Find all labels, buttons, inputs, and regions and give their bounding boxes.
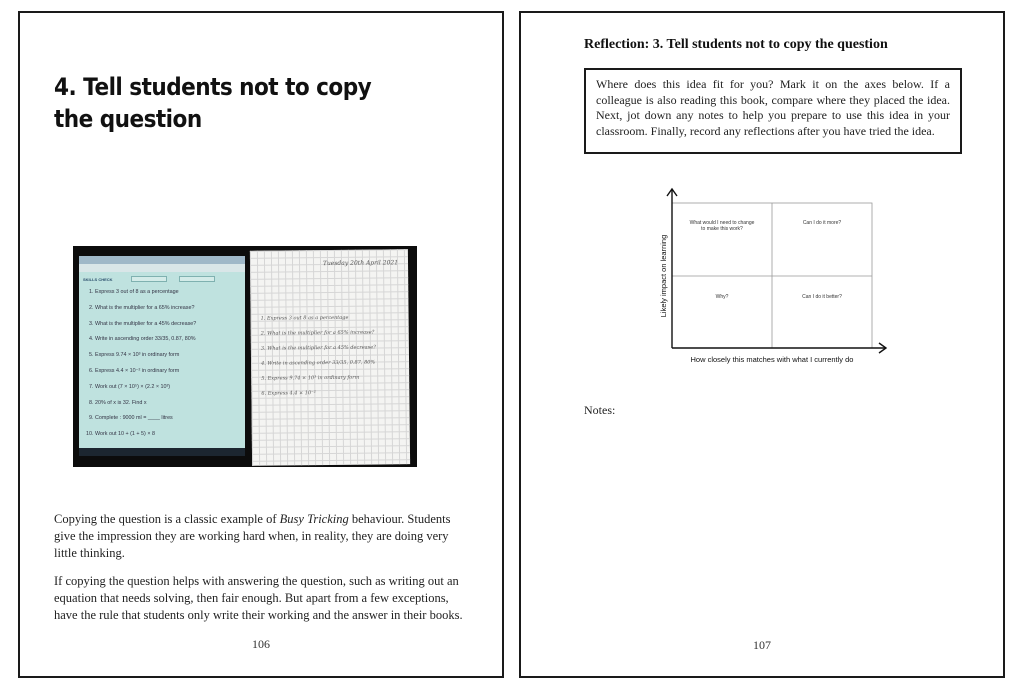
- right-page: [519, 11, 1005, 678]
- quadrant-bottom-right-label: Can I do it better?: [802, 294, 842, 300]
- left-page: [18, 11, 504, 678]
- notebook-line: 5. Express 9.74 × 10³ in ordinary form: [261, 374, 360, 382]
- screen-button: [179, 276, 215, 282]
- paragraph-text: behaviour. Students give the impression they are working hard when, in reality, they are doing very little thinking.: [54, 512, 451, 560]
- notebook-lines: [261, 311, 402, 402]
- notebook-date: Tuesday 20th April 2021: [322, 259, 399, 268]
- browser-address-bar: [79, 264, 245, 272]
- notebook-page: [250, 249, 410, 466]
- x-axis-label: How closely this matches with what I currently do: [690, 355, 854, 364]
- screen-question: 10. Work out 10 + (1 + 5) × 8: [95, 428, 245, 444]
- windows-taskbar: [79, 448, 245, 456]
- notebook-line: 1. Express 3 out 8 as a percentage: [260, 314, 349, 322]
- screen-question: 9. Complete : 9000 ml = ____ litres: [95, 412, 245, 428]
- notebook-line: 2. What is the multiplier for a 65% increase?: [260, 329, 375, 337]
- notebook-line: 4. Write in ascending order 33/35, 0.87, 80%: [261, 359, 376, 367]
- page-number: 107: [753, 638, 771, 652]
- quadrant-bottom-left-label: Why?: [715, 294, 729, 300]
- quadrant-top-left-label: to make this work?: [701, 226, 743, 232]
- reflection-heading: Reflection: 3. Tell students not to copy the question: [584, 37, 888, 52]
- busy-tricking-emphasis: Busy Tricking: [279, 512, 349, 526]
- notes-label: Notes:: [584, 403, 616, 417]
- skills-check-heading: SKILLS CHECK: [83, 277, 113, 282]
- monitor-screen: [79, 256, 245, 456]
- y-axis-label: Likely impact on learning: [659, 234, 668, 318]
- screen-question: 7. Work out (7 × 10⁵) × (2.2 × 10³): [95, 381, 245, 397]
- quadrant-top-left-label: What would I need to change: [689, 220, 755, 226]
- chapter-title: 4. Tell students not to copy the question: [54, 73, 372, 133]
- screen-question: 8. 20% of x is 32. Find x: [95, 397, 245, 413]
- browser-tab-bar: [79, 256, 245, 264]
- quadrant-top-right-label: Can I do it more?: [802, 220, 842, 226]
- screen-question-list: [81, 286, 245, 444]
- reflection-quadrant: [656, 186, 896, 366]
- screen-question: 6. Express 4.4 × 10⁻² in ordinary form: [95, 365, 245, 381]
- quadrant-svg: [656, 186, 896, 366]
- paragraph-busy-tricking: [54, 511, 474, 562]
- screen-question: 1. Express 3 out of 8 as a percentage: [95, 286, 245, 302]
- notebook-line: 6. Express 4.4 × 10⁻²: [261, 390, 316, 397]
- screen-question: 3. What is the multiplier for a 45% decrease?: [95, 318, 245, 334]
- paragraph-text: Copying the question is a classic example of: [54, 512, 280, 526]
- notebook-line: 3. What is the multiplier for a 45% decrease?: [260, 344, 376, 352]
- paragraph-copying-rule: If copying the question helps with answering the question, such as writing out an equation that needs solving, then fair enough. But apart from a few exceptions, have the rule that students only write their working and the answer in their books.: [54, 574, 463, 622]
- classroom-photo: [73, 246, 417, 467]
- screen-button: [131, 276, 167, 282]
- instruction-box: Where does this idea fit for you? Mark it on the axes below. If a colleague is also reading this book, compare where they placed the idea. Next, jot down any notes to help you prepare to use this idea in your classroom. Finally, record any reflections after you have tried the idea.: [584, 68, 962, 154]
- page-number: 106: [252, 637, 270, 651]
- screen-question: 4. Write in ascending order 33/35, 0.87, 80%: [95, 333, 245, 349]
- screen-question: 5. Express 9.74 × 10³ in ordinary form: [95, 349, 245, 365]
- screen-question: 2. What is the multiplier for a 65% increase?: [95, 302, 245, 318]
